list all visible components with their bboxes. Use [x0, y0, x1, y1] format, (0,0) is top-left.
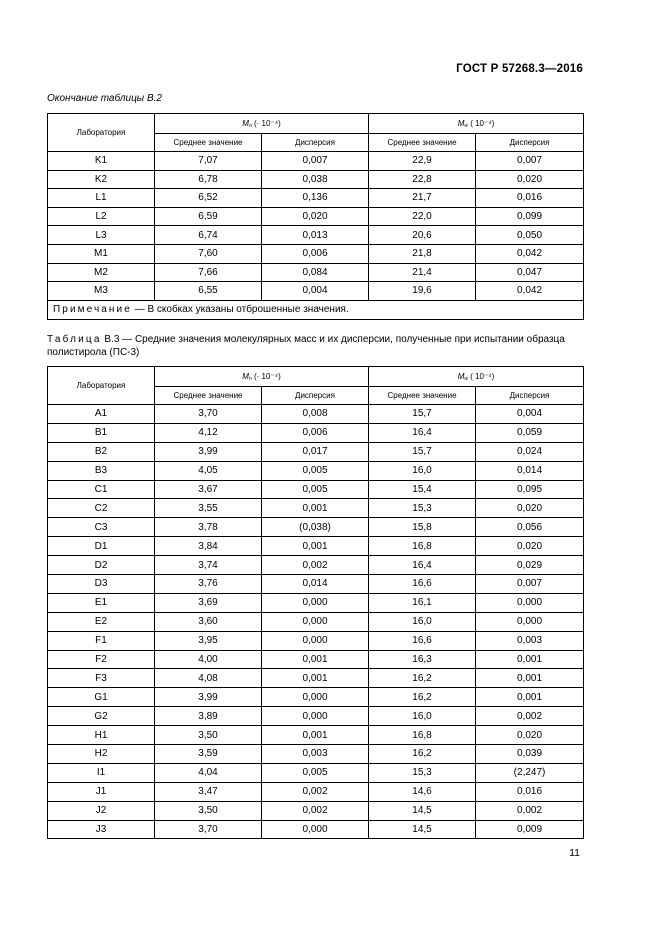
table-row — [48, 782, 584, 801]
mn-mean-cell: 3,50 — [155, 801, 262, 820]
mn-variance-cell: 0,084 — [262, 263, 369, 282]
document-standard-number: ГОСТ Р 57268.3—2016 — [456, 63, 583, 75]
mw-variance-cell: 0,029 — [476, 556, 584, 575]
lab-cell: B3 — [48, 461, 155, 480]
table-row — [48, 763, 584, 782]
mn-variance-cell: 0,001 — [262, 726, 369, 745]
mn-variance-cell: 0,000 — [262, 593, 369, 612]
mw-mean-cell: 15,8 — [369, 518, 476, 537]
mn-variance-cell: 0,001 — [262, 537, 369, 556]
mn-mean-cell: 4,05 — [155, 461, 262, 480]
lab-cell: H2 — [48, 745, 155, 764]
mn-variance-cell: 0,020 — [262, 207, 369, 226]
table-row — [48, 207, 584, 226]
mn-mean-cell: 3,99 — [155, 442, 262, 461]
header-mw: $M_w$ ( 10⁻⁴) — [369, 114, 584, 134]
mw-variance-cell: 0,042 — [476, 244, 584, 263]
mw-variance-cell: 0,000 — [476, 593, 584, 612]
mw-mean-cell: 16,0 — [369, 461, 476, 480]
lab-cell: F3 — [48, 669, 155, 688]
header-laboratory: Лаборатория — [48, 114, 155, 152]
mw-mean-cell: 15,4 — [369, 480, 476, 499]
header-mn: $M_n$ (· 10⁻⁴) — [155, 367, 369, 387]
mw-mean-cell: 21,8 — [369, 244, 476, 263]
mn-mean-cell: 3,78 — [155, 518, 262, 537]
mw-mean-cell: 14,6 — [369, 782, 476, 801]
page-number: 11 — [569, 847, 580, 859]
mw-variance-cell: 0,007 — [476, 575, 584, 594]
mn-mean-cell: 3,70 — [155, 405, 262, 424]
mn-mean-cell: 3,99 — [155, 688, 262, 707]
table-row — [48, 170, 584, 189]
table-row — [48, 244, 584, 263]
table-row — [48, 575, 584, 594]
mw-mean-cell: 15,7 — [369, 405, 476, 424]
mn-variance-cell: 0,002 — [262, 801, 369, 820]
table-row — [48, 801, 584, 820]
mn-variance-cell: 0,000 — [262, 820, 369, 839]
mn-mean-cell: 4,04 — [155, 763, 262, 782]
header-mn: $M_n$ (· 10⁻⁴) — [155, 114, 369, 134]
mw-mean-cell: 20,6 — [369, 226, 476, 245]
lab-cell: M1 — [48, 244, 155, 263]
mn-mean-cell: 7,66 — [155, 263, 262, 282]
mw-mean-cell: 16,4 — [369, 556, 476, 575]
table-row — [48, 707, 584, 726]
mw-variance-cell: 0,002 — [476, 801, 584, 820]
table-row — [48, 612, 584, 631]
mw-mean-cell: 19,6 — [369, 282, 476, 301]
mw-mean-cell: 16,4 — [369, 423, 476, 442]
lab-cell: D2 — [48, 556, 155, 575]
mw-variance-cell: 0,007 — [476, 152, 584, 171]
mw-mean-cell: 22,8 — [369, 170, 476, 189]
mn-variance-cell: 0,002 — [262, 782, 369, 801]
table-row — [48, 152, 584, 171]
mn-variance-cell: 0,000 — [262, 612, 369, 631]
lab-cell: L2 — [48, 207, 155, 226]
mn-variance-cell: 0,008 — [262, 405, 369, 424]
mn-mean-cell: 4,12 — [155, 423, 262, 442]
lab-cell: E2 — [48, 612, 155, 631]
lab-cell: E1 — [48, 593, 155, 612]
mw-mean-cell: 16,1 — [369, 593, 476, 612]
mn-mean-cell: 3,95 — [155, 631, 262, 650]
table-row — [48, 688, 584, 707]
lab-cell: H1 — [48, 726, 155, 745]
table-row — [48, 405, 584, 424]
table-row — [48, 480, 584, 499]
mn-variance-cell: 0,002 — [262, 556, 369, 575]
table-row — [48, 282, 584, 301]
lab-cell: B1 — [48, 423, 155, 442]
lab-cell: G1 — [48, 688, 155, 707]
mw-variance-cell: 0,004 — [476, 405, 584, 424]
header-mn-mean: Среднее значение — [155, 134, 262, 152]
mn-variance-cell: 0,001 — [262, 669, 369, 688]
mw-variance-cell: 0,024 — [476, 442, 584, 461]
mw-variance-cell: 0,003 — [476, 631, 584, 650]
lab-cell: C1 — [48, 480, 155, 499]
mw-variance-cell: 0,056 — [476, 518, 584, 537]
mw-mean-cell: 21,4 — [369, 263, 476, 282]
mn-mean-cell: 6,55 — [155, 282, 262, 301]
table-row — [48, 537, 584, 556]
table-row — [48, 556, 584, 575]
mw-variance-cell: (2,247) — [476, 763, 584, 782]
mw-mean-cell: 16,8 — [369, 537, 476, 556]
mw-mean-cell: 16,2 — [369, 745, 476, 764]
lab-cell: J2 — [48, 801, 155, 820]
lab-cell: M2 — [48, 263, 155, 282]
table-row — [48, 669, 584, 688]
lab-cell: F1 — [48, 631, 155, 650]
table-row — [48, 593, 584, 612]
mw-variance-cell: 0,000 — [476, 612, 584, 631]
table-row — [48, 461, 584, 480]
mn-mean-cell: 4,00 — [155, 650, 262, 669]
lab-cell: I1 — [48, 763, 155, 782]
mw-mean-cell: 14,5 — [369, 801, 476, 820]
mn-mean-cell: 6,78 — [155, 170, 262, 189]
mn-mean-cell: 6,59 — [155, 207, 262, 226]
mw-mean-cell: 21,7 — [369, 189, 476, 208]
mn-mean-cell: 3,67 — [155, 480, 262, 499]
mn-variance-cell: 0,017 — [262, 442, 369, 461]
lab-cell: K1 — [48, 152, 155, 171]
mw-mean-cell: 16,0 — [369, 612, 476, 631]
lab-cell: J3 — [48, 820, 155, 839]
mn-mean-cell: 3,69 — [155, 593, 262, 612]
mw-variance-cell: 0,099 — [476, 207, 584, 226]
mw-variance-cell: 0,059 — [476, 423, 584, 442]
header-mw-variance: Дисперсия — [476, 134, 584, 152]
mw-mean-cell: 15,3 — [369, 763, 476, 782]
table-row — [48, 631, 584, 650]
mw-variance-cell: 0,016 — [476, 782, 584, 801]
lab-cell: B2 — [48, 442, 155, 461]
mw-mean-cell: 16,2 — [369, 669, 476, 688]
lab-cell: D3 — [48, 575, 155, 594]
mw-mean-cell: 16,6 — [369, 575, 476, 594]
mn-variance-cell: 0,005 — [262, 480, 369, 499]
mn-variance-cell: (0,038) — [262, 518, 369, 537]
mw-variance-cell: 0,014 — [476, 461, 584, 480]
mn-variance-cell: 0,005 — [262, 763, 369, 782]
table-b3 — [47, 366, 584, 839]
table-row — [48, 263, 584, 282]
header-mn-variance: Дисперсия — [262, 387, 369, 405]
header-mw-variance: Дисперсия — [476, 387, 584, 405]
mn-mean-cell: 3,84 — [155, 537, 262, 556]
table-note: Примечание — В скобках указаны отброшенные значения. — [48, 300, 584, 319]
mw-mean-cell: 15,3 — [369, 499, 476, 518]
table-row — [48, 518, 584, 537]
lab-cell: A1 — [48, 405, 155, 424]
table-row — [48, 423, 584, 442]
lab-cell: D1 — [48, 537, 155, 556]
mn-mean-cell: 3,50 — [155, 726, 262, 745]
mn-variance-cell: 0,005 — [262, 461, 369, 480]
mn-variance-cell: 0,007 — [262, 152, 369, 171]
mn-mean-cell: 3,76 — [155, 575, 262, 594]
mn-mean-cell: 3,74 — [155, 556, 262, 575]
mw-variance-cell: 0,001 — [476, 688, 584, 707]
mw-mean-cell: 16,8 — [369, 726, 476, 745]
mw-mean-cell: 16,3 — [369, 650, 476, 669]
mw-mean-cell: 15,7 — [369, 442, 476, 461]
lab-cell: K2 — [48, 170, 155, 189]
mw-variance-cell: 0,095 — [476, 480, 584, 499]
lab-cell: L3 — [48, 226, 155, 245]
table-row — [48, 745, 584, 764]
lab-cell: J1 — [48, 782, 155, 801]
mw-variance-cell: 0,002 — [476, 707, 584, 726]
lab-cell: G2 — [48, 707, 155, 726]
mn-variance-cell: 0,000 — [262, 688, 369, 707]
mn-mean-cell: 7,07 — [155, 152, 262, 171]
table-row — [48, 189, 584, 208]
mn-variance-cell: 0,001 — [262, 650, 369, 669]
mw-mean-cell: 16,0 — [369, 707, 476, 726]
mn-variance-cell: 0,013 — [262, 226, 369, 245]
mn-variance-cell: 0,000 — [262, 707, 369, 726]
table-b2-end — [47, 113, 584, 320]
header-mn-mean: Среднее значение — [155, 387, 262, 405]
mw-variance-cell: 0,042 — [476, 282, 584, 301]
mn-mean-cell: 7,60 — [155, 244, 262, 263]
lab-cell: C3 — [48, 518, 155, 537]
header-mn-variance: Дисперсия — [262, 134, 369, 152]
lab-cell: M3 — [48, 282, 155, 301]
table2-caption: Таблица В.3 — Средние значения молекулярных масс и их дисперсии, полученные при испытании образца полистирола (ПС-3) — [47, 334, 565, 358]
mn-variance-cell: 0,001 — [262, 499, 369, 518]
mn-mean-cell: 6,74 — [155, 226, 262, 245]
lab-cell: F2 — [48, 650, 155, 669]
table-row — [48, 442, 584, 461]
mw-variance-cell: 0,020 — [476, 499, 584, 518]
mn-mean-cell: 3,70 — [155, 820, 262, 839]
mw-mean-cell: 22,9 — [369, 152, 476, 171]
mw-variance-cell: 0,050 — [476, 226, 584, 245]
mw-variance-cell: 0,001 — [476, 650, 584, 669]
mn-variance-cell: 0,038 — [262, 170, 369, 189]
mw-mean-cell: 14,5 — [369, 820, 476, 839]
table-row — [48, 726, 584, 745]
mw-mean-cell: 22,0 — [369, 207, 476, 226]
table-row — [48, 499, 584, 518]
mn-variance-cell: 0,006 — [262, 244, 369, 263]
mw-variance-cell: 0,020 — [476, 170, 584, 189]
lab-cell: C2 — [48, 499, 155, 518]
lab-cell: L1 — [48, 189, 155, 208]
table1-caption: Окончание таблицы В.2 — [47, 93, 162, 104]
mn-mean-cell: 6,52 — [155, 189, 262, 208]
mn-mean-cell: 3,47 — [155, 782, 262, 801]
mn-mean-cell: 3,89 — [155, 707, 262, 726]
header-mw-mean: Среднее значение — [369, 387, 476, 405]
mn-mean-cell: 3,60 — [155, 612, 262, 631]
header-laboratory: Лаборатория — [48, 367, 155, 405]
mn-variance-cell: 0,004 — [262, 282, 369, 301]
mw-mean-cell: 16,6 — [369, 631, 476, 650]
mn-variance-cell: 0,136 — [262, 189, 369, 208]
mw-variance-cell: 0,009 — [476, 820, 584, 839]
mn-mean-cell: 3,55 — [155, 499, 262, 518]
mw-variance-cell: 0,020 — [476, 726, 584, 745]
mw-variance-cell: 0,020 — [476, 537, 584, 556]
mw-variance-cell: 0,016 — [476, 189, 584, 208]
mn-variance-cell: 0,006 — [262, 423, 369, 442]
table-row — [48, 650, 584, 669]
mw-variance-cell: 0,047 — [476, 263, 584, 282]
mn-variance-cell: 0,000 — [262, 631, 369, 650]
header-mw-mean: Среднее значение — [369, 134, 476, 152]
mn-variance-cell: 0,003 — [262, 745, 369, 764]
mw-mean-cell: 16,2 — [369, 688, 476, 707]
mn-variance-cell: 0,014 — [262, 575, 369, 594]
header-mw: $M_w$ ( 10⁻⁴) — [369, 367, 584, 387]
mw-variance-cell: 0,039 — [476, 745, 584, 764]
mn-mean-cell: 3,59 — [155, 745, 262, 764]
mw-variance-cell: 0,001 — [476, 669, 584, 688]
table-row — [48, 226, 584, 245]
mn-mean-cell: 4,08 — [155, 669, 262, 688]
table-row — [48, 820, 584, 839]
